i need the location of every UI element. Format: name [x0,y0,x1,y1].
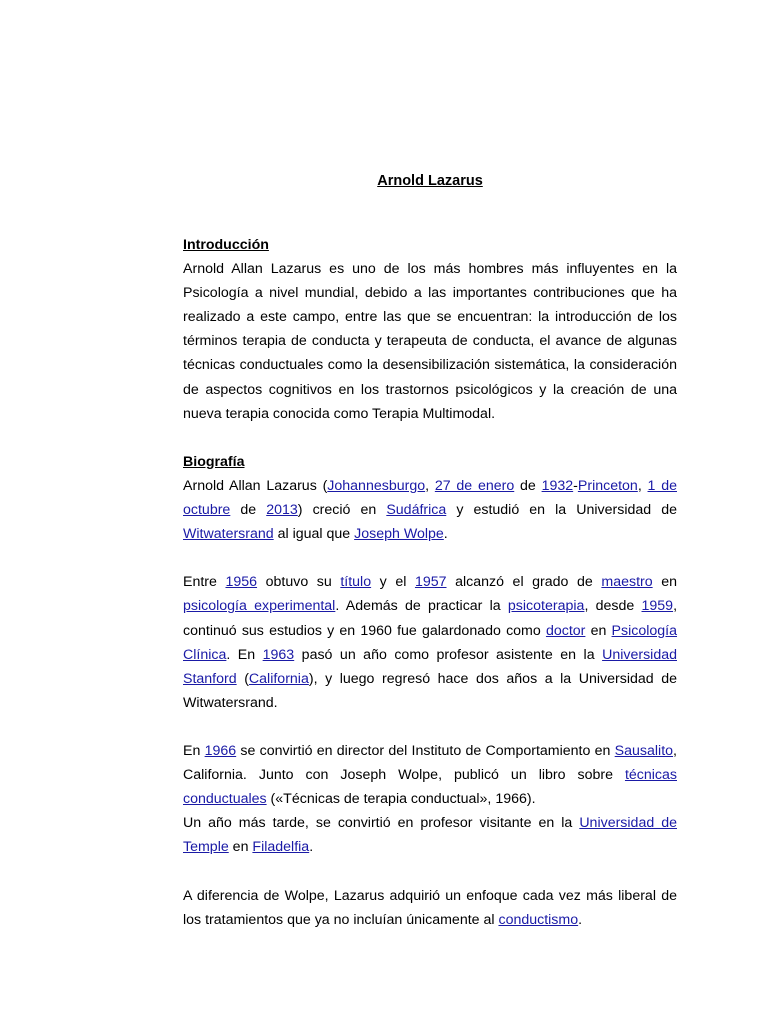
link-titulo[interactable]: título [340,574,372,591]
link-psicoterapia[interactable]: psicoterapia [507,598,585,615]
link-1-de-octubre[interactable]: 1 de octubre [183,477,677,519]
link-psicologia-experimental[interactable]: psicología experimental [183,598,336,615]
bio-paragraph-1 [183,474,677,546]
text-run: , desde [584,598,642,615]
link-1957[interactable]: 1957 [414,574,447,591]
text-run: . [578,911,583,928]
text-run: , California. Junto con Joseph Wolpe, publicó un libro sobre [183,742,677,784]
link-princeton[interactable]: Princeton [577,477,638,494]
text-run: . [443,526,448,543]
link-universidad-de-temple[interactable]: Universidad de Temple [183,815,677,856]
bio-heading-text: Biografía [183,453,245,470]
text-run: ) creció en [297,502,387,519]
text-run: pasó un año como profesor asistente en la [294,646,603,663]
paragraph-gap [183,859,677,883]
link-2013[interactable]: 2013 [266,502,298,519]
link-psicologia-clinica[interactable]: Psicología Clínica [183,622,678,663]
link-sausalito[interactable]: Sausalito [614,742,674,759]
link-joseph-wolpe[interactable]: Joseph Wolpe [354,526,444,543]
intro-heading [183,233,677,257]
text-run: de [514,477,542,494]
link-27-de-enero[interactable]: 27 de enero [434,477,515,494]
link-1963[interactable]: 1963 [262,646,295,663]
paragraph-gap [183,546,677,570]
link-1956[interactable]: 1956 [225,574,258,591]
text-run: de [230,502,267,519]
bio-paragraph-5 [183,884,677,932]
bio-paragraph-4 [183,811,677,859]
text-run: ), y luego regresó hace dos años a la Universidad de Witwatersrand. [183,670,677,711]
bio-heading [183,450,677,474]
link-universidad-stanford[interactable]: Universidad Stanford [183,646,677,687]
link-tecnicas-conductuales[interactable]: técnicas conductuales [183,767,677,808]
text-run: , [425,477,435,494]
text-run: y estudió en la Universidad de [446,502,677,519]
text-run: en [652,574,677,591]
text-run: en [585,622,612,639]
text-run: alcanzó el grado de [446,574,602,591]
paragraph-gap [183,426,677,450]
text-run: , continuó sus estudios y en 1960 fue galardonado como [183,598,678,639]
text-run: . En [226,646,263,663]
link-conductismo[interactable]: conductismo [498,911,579,928]
document-title: Arnold Lazarus [377,173,483,189]
link-california[interactable]: California [248,670,309,687]
text-run: - [573,477,578,494]
intro-paragraph: Arnold Allan Lazarus es uno de los más hombres más influyentes en la Psicología a nivel mundial, debido a las importantes contribuciones que ha realizado a este campo, entre las que se encuentran: la introducción de los términos terapia de conducta y terapeuta de conducta, el avance de algunas técnicas conductuales como la desensibilización sistemática, la consideración de aspectos cognitivos en los trastornos psicológicos y la creación de una nueva terapia conocida como Terapia Multimodal. [183,261,677,422]
text-run: , [637,477,648,494]
text-run: A diferencia de Wolpe, Lazarus adquirió un enfoque cada vez más liberal de los tratamientos que ya no incluían únicamente al [183,887,677,928]
text-run: en [228,839,253,856]
link-filadelfia[interactable]: Filadelfia [252,839,310,856]
link-witwatersrand[interactable]: Witwatersrand [183,526,274,543]
paragraph-gap [183,715,677,739]
link-1959[interactable]: 1959 [641,598,674,615]
text-run: . [309,839,314,856]
text-run: se convirtió en director del Instituto de Comportamiento en [236,742,615,759]
text-run: al igual que [273,526,355,543]
text-run: y el [371,574,415,591]
text-run: Arnold Allan Lazarus ( [183,477,328,494]
link-johannesburgo[interactable]: Johannesburgo [327,477,426,494]
intro-heading-text: Introducción [183,237,269,253]
text-run: . Además de practicar la [335,598,508,615]
text-run: Un año más tarde, se convirtió en profesor visitante en la [183,815,580,832]
link-maestro[interactable]: maestro [601,574,653,591]
text-run: Entre [183,574,226,591]
text-run: («Técnicas de terapia conductual», 1966). [266,791,536,808]
text-run: ( [236,670,249,687]
bio-paragraph-3 [183,739,677,811]
bio-paragraph-2 [183,570,677,715]
document-body [183,233,677,932]
link-sudafrica[interactable]: Sudáfrica [386,502,447,519]
text-run: En [183,742,205,759]
text-run: obtuvo su [257,574,341,591]
link-1932[interactable]: 1932 [541,477,574,494]
link-doctor[interactable]: doctor [545,622,586,639]
link-1966[interactable]: 1966 [204,742,237,759]
